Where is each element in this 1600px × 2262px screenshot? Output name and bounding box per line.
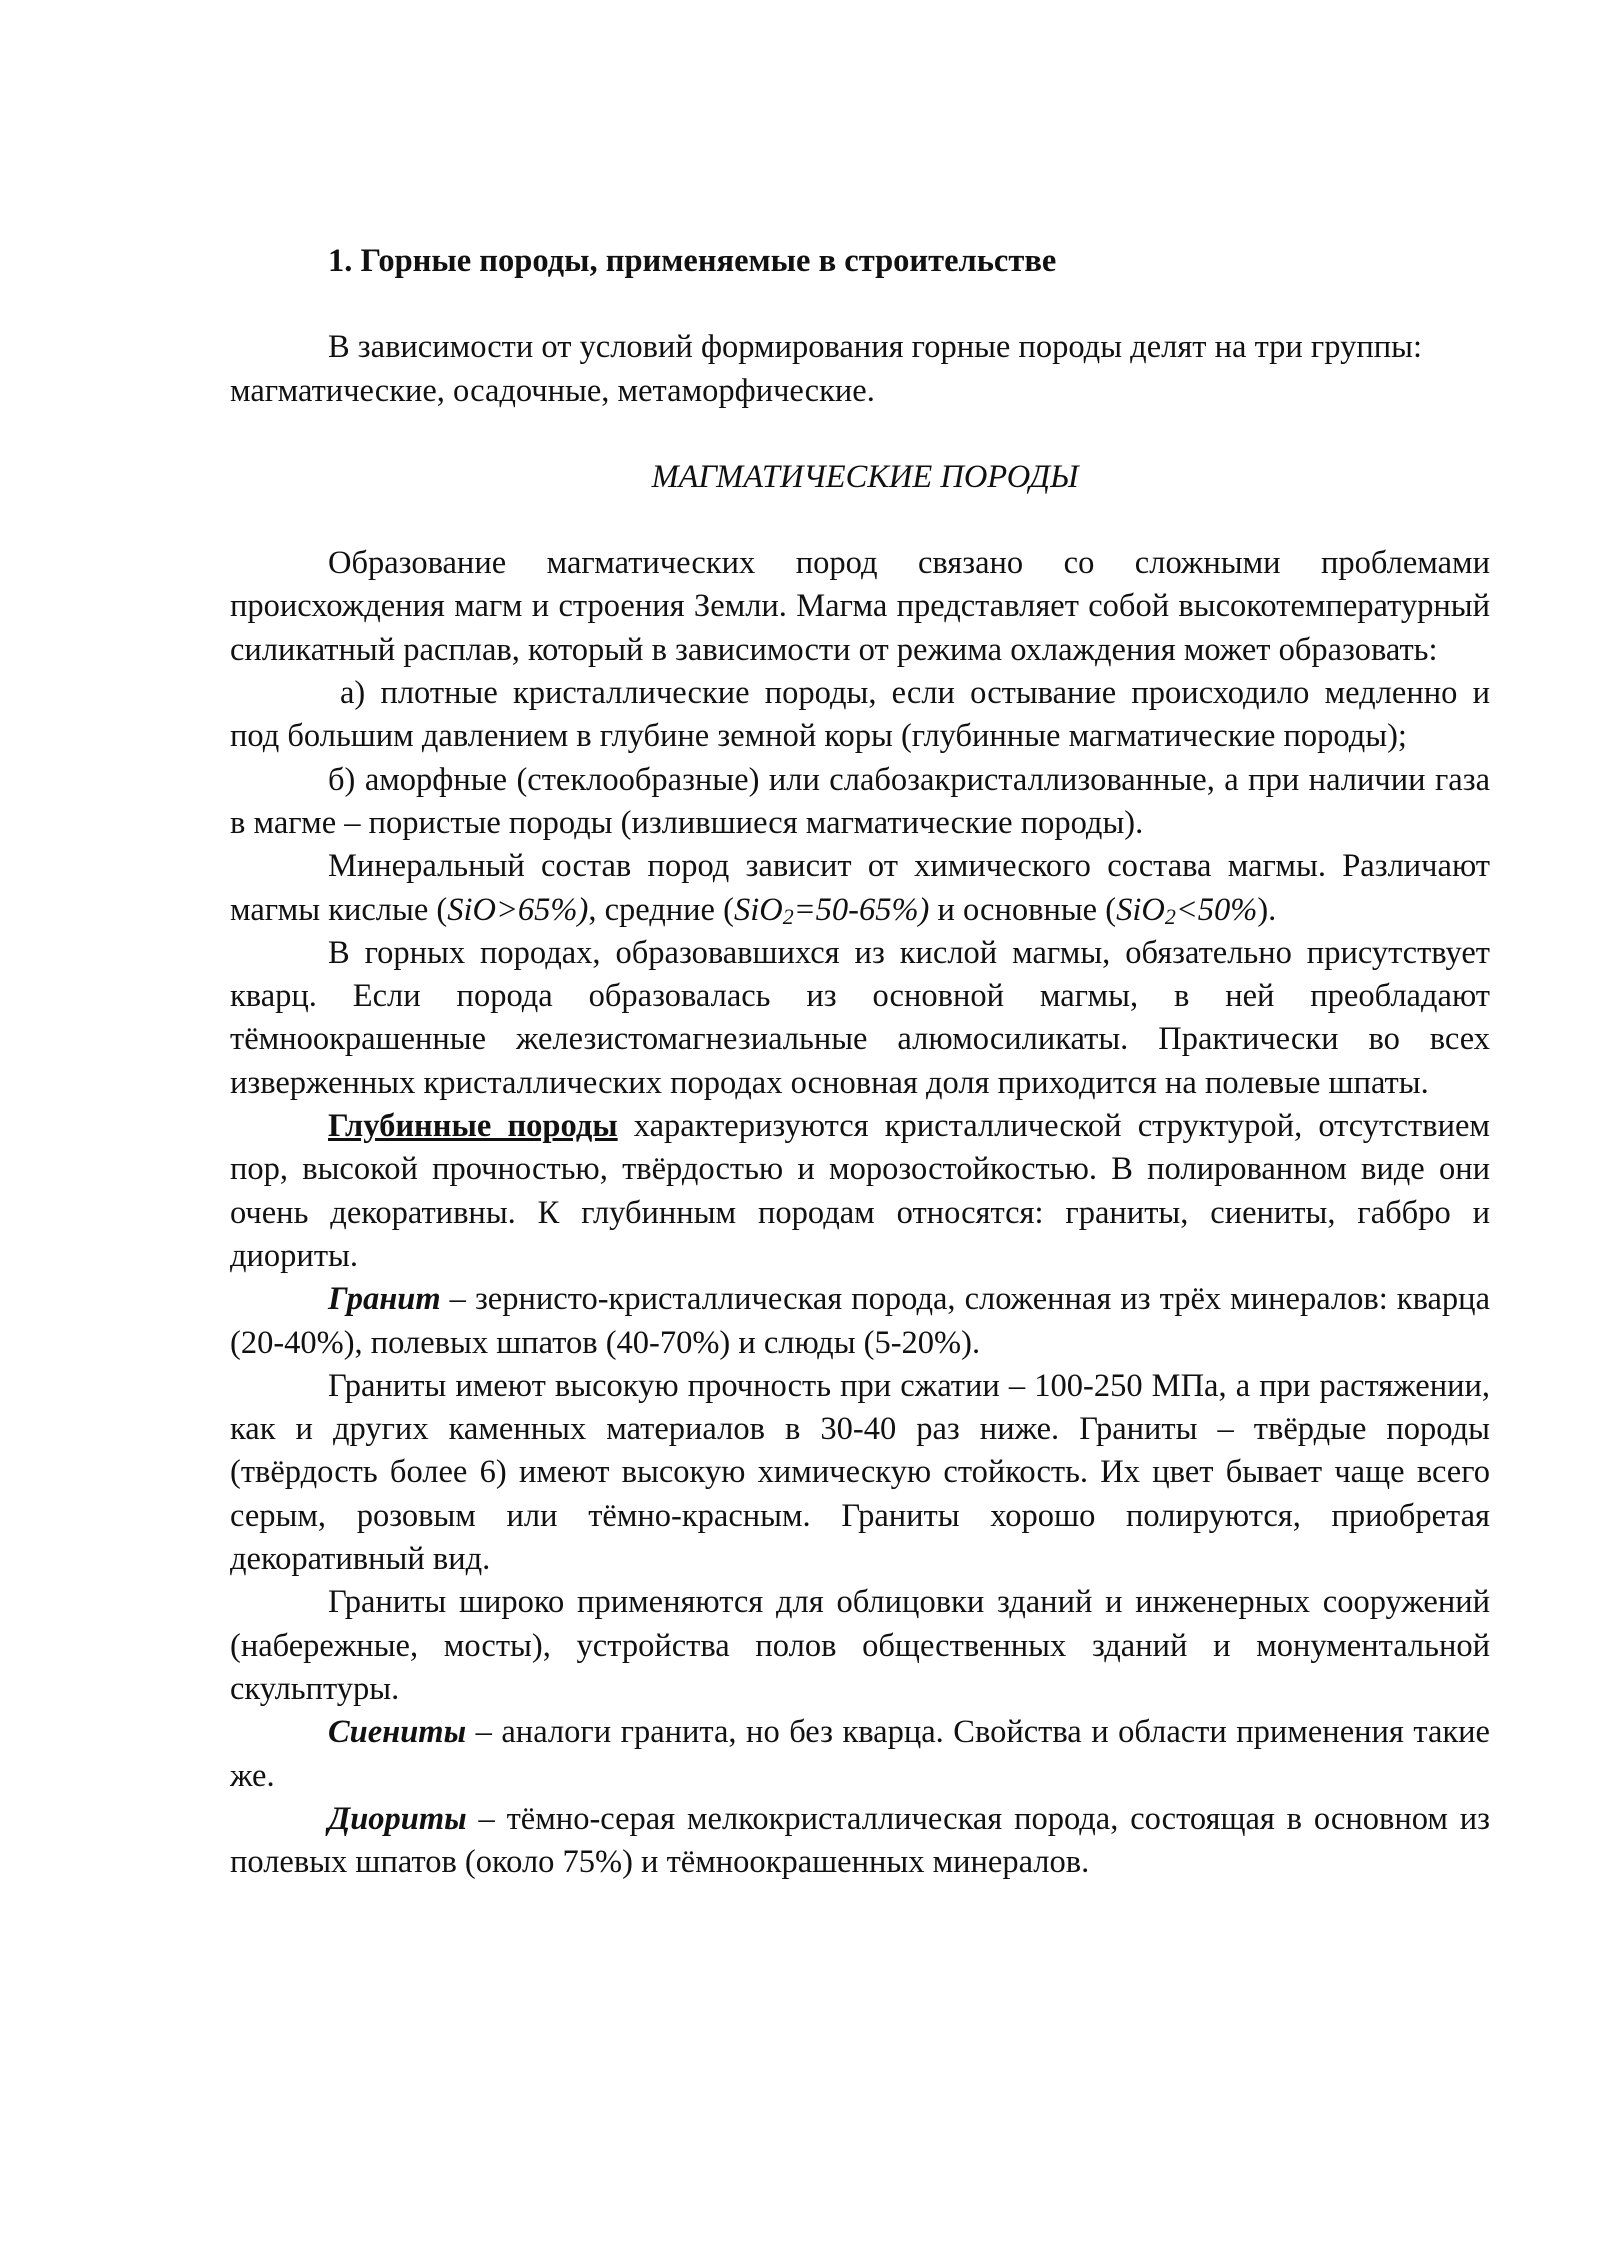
list-item-a: а) плотные кристаллические породы, если остывание происходило медленно и под большим давлением в глубине земной коры (глубинные магматические породы); (230, 675, 1490, 755)
syenite-text: – аналоги гранита, но без кварца. Свойства и области применения такие же. (230, 1714, 1490, 1794)
paragraph-granite-usage: Граниты широко применяются для облицовки зданий и инженерных сооружений (набережные, мосты), устройства полов общественных зданий и монументальной скульптуры. (230, 1584, 1490, 1707)
formula-basic (1116, 892, 1257, 928)
plutonic-rocks-text: характеризуются кристаллической структурой, отсутствием пор, высокой прочностью, твёрдостью и морозостойкостью. В полированном виде они очень декоративны. К глубинным породам относятся: граниты, сиениты, габбро и диориты. (230, 1108, 1490, 1274)
list-item-b: б) аморфные (стеклообразные) или слабозакристаллизованные, а при наличии газа в магме – пористые породы (излившиеся магматические породы). (230, 761, 1490, 841)
term-syenite: Сиениты (328, 1714, 467, 1751)
formula-intermediate-subscript: 2 (782, 903, 794, 929)
term-granite: Гранит (328, 1281, 441, 1318)
mineral-text-1: Минеральный состав пород зависит от химического состава магмы. Различают магмы кислые ( (230, 848, 1490, 928)
paragraph-diorite (230, 1798, 1490, 1885)
paragraph-syenite (230, 1711, 1490, 1798)
paragraph-magma-origin: Образование магматических пород связано со сложными проблемами происхождения магм и строения Земли. Магма представляет собой высокотемпературный силикатный расплав, который в зависимости от режима охлаждения может образовать: (230, 545, 1490, 668)
formula-basic-base: SiO (1116, 891, 1165, 928)
paragraph-granite (230, 1278, 1490, 1365)
formula-intermediate (734, 892, 929, 928)
intro-paragraph: В зависимости от условий формирования горные породы делят на три группы: магматические, осадочные, метаморфические. (230, 329, 1422, 409)
document-title: 1. Горные породы, применяемые в строительстве (328, 243, 1057, 279)
granite-text: – зернисто-кристаллическая порода, сложенная из трёх минералов: кварца (20-40%), полевых шпатов (40-70%) и слюды (5-20%). (230, 1281, 1490, 1361)
term-plutonic-rocks: Глубинные породы (328, 1108, 618, 1145)
formula-intermediate-base: SiO (733, 891, 783, 928)
formula-acidic: SiO>65%) (447, 891, 589, 928)
diorite-text: – тёмно-серая мелкокристаллическая порода, состоящая в основном из полевых шпатов (около 75%) и тёмноокрашенных минералов. (230, 1800, 1490, 1881)
paragraph-plutonic-rocks (230, 1105, 1490, 1278)
paragraph-mineral-composition (230, 845, 1490, 932)
mineral-text-3: и основные ( (929, 891, 1117, 928)
mineral-text-2: , средние ( (588, 891, 734, 928)
paragraph-granite-properties: Граниты имеют высокую прочность при сжатии – 100-250 МПа, а при растяжении, как и других каменных материалов в 30-40 раз ниже. Граниты – твёрдые породы (твёрдость более 6) имеют высокую химическую стойкость. Их цвет бывает чаще всего серым, розовым или тёмно-красным. Граниты хорошо полируются, приобретая декоративный вид. (230, 1367, 1490, 1578)
section-heading: МАГМАТИЧЕСКИЕ ПОРОДЫ (651, 458, 1079, 495)
term-diorite: Диориты (328, 1800, 467, 1837)
paragraph-acidic-magma: В горных породах, образовавшихся из кислой магмы, обязательно присутствует кварц. Если порода образовалась из основной магмы, в ней преобладают тёмноокрашенные железистомагнезиальные алюмосиликаты. Практически во всех изверженных кристаллических породах основная доля приходится на полевые шпаты. (230, 934, 1490, 1101)
mineral-text-4: ). (1257, 891, 1277, 928)
formula-basic-subscript: 2 (1164, 903, 1176, 929)
formula-intermediate-range: =50-65%) (793, 891, 930, 928)
document-page (230, 240, 1490, 1884)
formula-basic-range: <50% (1175, 891, 1258, 928)
